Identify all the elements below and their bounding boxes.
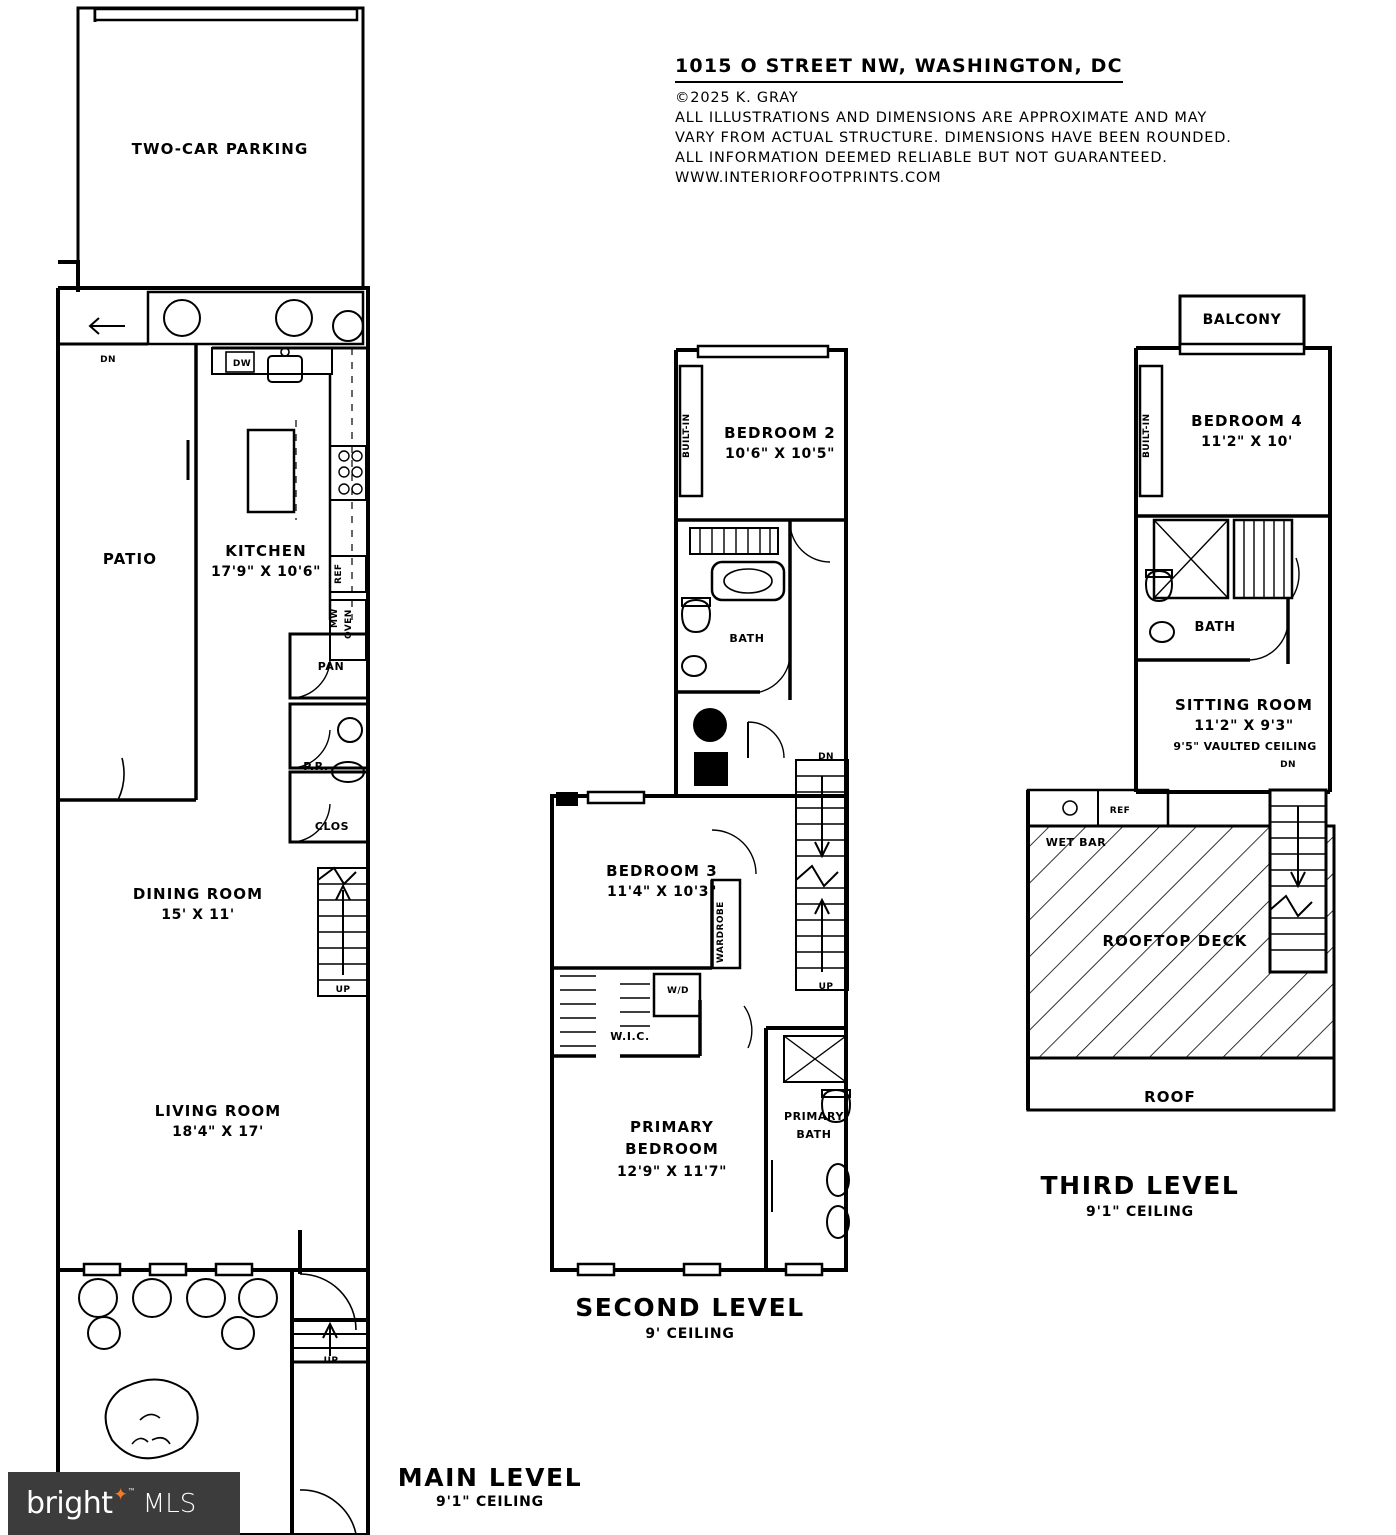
level-title-main: MAIN LEVEL (397, 1463, 583, 1492)
bright-mls-logo (8, 1472, 240, 1535)
label-built-in-second: BUILT-IN (682, 413, 692, 459)
room-label-bedroom-4: BEDROOM 4 (1191, 412, 1303, 430)
room-note-sitting-room: 9'5" VAULTED CEILING (1173, 740, 1317, 753)
label-pantry: PAN (317, 660, 345, 673)
level-ceiling-main: 9'1" CEILING (436, 1494, 544, 1510)
room-label-living-room: LIVING ROOM (154, 1102, 282, 1120)
label-dn-second: DN (818, 752, 834, 762)
room-label-dining-room: DINING ROOM (132, 885, 264, 903)
room-label-primary-bedroom-line2: BEDROOM (625, 1140, 719, 1158)
logo-star-icon: ✦ (113, 1484, 128, 1505)
room-dim-primary-bedroom: 12'9" X 11'7" (617, 1164, 727, 1180)
copyright-line: ©2025 K. GRAY (675, 90, 799, 106)
room-label-bath-second: BATH (729, 632, 765, 645)
room-dim-kitchen: 17'9" X 10'6" (211, 564, 321, 580)
room-label-primary-bath-line2: BATH (796, 1128, 832, 1141)
disclaimer-line-3: ALL INFORMATION DEEMED RELIABLE BUT NOT GUARANTEED. (675, 150, 1168, 166)
room-dim-bedroom-2: 10'6" X 10'5" (725, 446, 835, 462)
label-dn-third: DN (1280, 760, 1296, 770)
room-label-bedroom-2: BEDROOM 2 (724, 424, 836, 442)
label-up-main-stair: UP (335, 985, 351, 995)
website-line: WWW.INTERIORFOOTPRINTS.COM (675, 170, 942, 186)
room-label-bath-third: BATH (1194, 620, 1236, 635)
disclaimer-line-2: VARY FROM ACTUAL STRUCTURE. DIMENSIONS HAVE BEEN ROUNDED. (675, 130, 1232, 146)
room-dim-dining-room: 15' X 11' (161, 907, 235, 923)
logo-bright-text: bright (26, 1486, 113, 1521)
label-refrigerator-wet-bar: REF (1109, 806, 1131, 816)
label-microwave: MW (330, 608, 340, 628)
level-ceiling-second: 9' CEILING (645, 1326, 735, 1342)
room-dim-bedroom-3: 11'4" X 10'3" (607, 884, 717, 900)
label-washer-dryer: W/D (667, 986, 689, 996)
label-wardrobe: WARDROBE (716, 901, 726, 963)
room-label-primary-bedroom-line1: PRIMARY (630, 1118, 714, 1136)
room-dim-sitting-room: 11'2" X 9'3" (1194, 718, 1294, 734)
label-dishwasher: DW (232, 359, 252, 369)
label-built-in-third: BUILT-IN (1142, 413, 1152, 459)
room-label-rooftop-deck: ROOFTOP DECK (1102, 932, 1248, 950)
room-label-balcony: BALCONY (1202, 312, 1282, 328)
label-refrigerator: REF (334, 563, 344, 585)
room-label-kitchen: KITCHEN (225, 542, 307, 560)
label-up-second: UP (818, 982, 834, 992)
label-walk-in-closet: W.I.C. (610, 1030, 650, 1043)
room-label-patio: PATIO (102, 550, 158, 568)
level-title-second: SECOND LEVEL (575, 1293, 805, 1322)
logo-mls-text: MLS (142, 1488, 197, 1519)
room-label-two-car-parking: TWO-CAR PARKING (131, 140, 309, 158)
label-oven: OVEN (344, 609, 354, 639)
room-label-roof: ROOF (1144, 1088, 1196, 1106)
room-label-primary-bath-line1: PRIMARY (783, 1110, 845, 1123)
title-block (675, 55, 1275, 186)
property-address: 1015 O STREET NW, WASHINGTON, DC (675, 55, 1123, 83)
level-title-third: THIRD LEVEL (1040, 1171, 1240, 1200)
label-up-front-steps: UP (323, 1356, 339, 1366)
label-wet-bar: WET BAR (1045, 836, 1107, 849)
label-closet: CLOS (314, 820, 350, 833)
room-label-bedroom-3: BEDROOM 3 (606, 862, 718, 880)
room-dim-living-room: 18'4" X 17' (172, 1124, 264, 1140)
logo-tm-mark: ™ (127, 1487, 136, 1496)
disclaimer-line-1: ALL ILLUSTRATIONS AND DIMENSIONS ARE APPROXIMATE AND MAY (675, 110, 1207, 126)
label-powder-room: P.R. (303, 760, 329, 773)
room-label-sitting-room: SITTING ROOM (1174, 696, 1314, 714)
level-ceiling-third: 9'1" CEILING (1086, 1204, 1194, 1220)
label-dn-patio: DN (100, 355, 116, 365)
room-dim-bedroom-4: 11'2" X 10' (1201, 434, 1293, 450)
